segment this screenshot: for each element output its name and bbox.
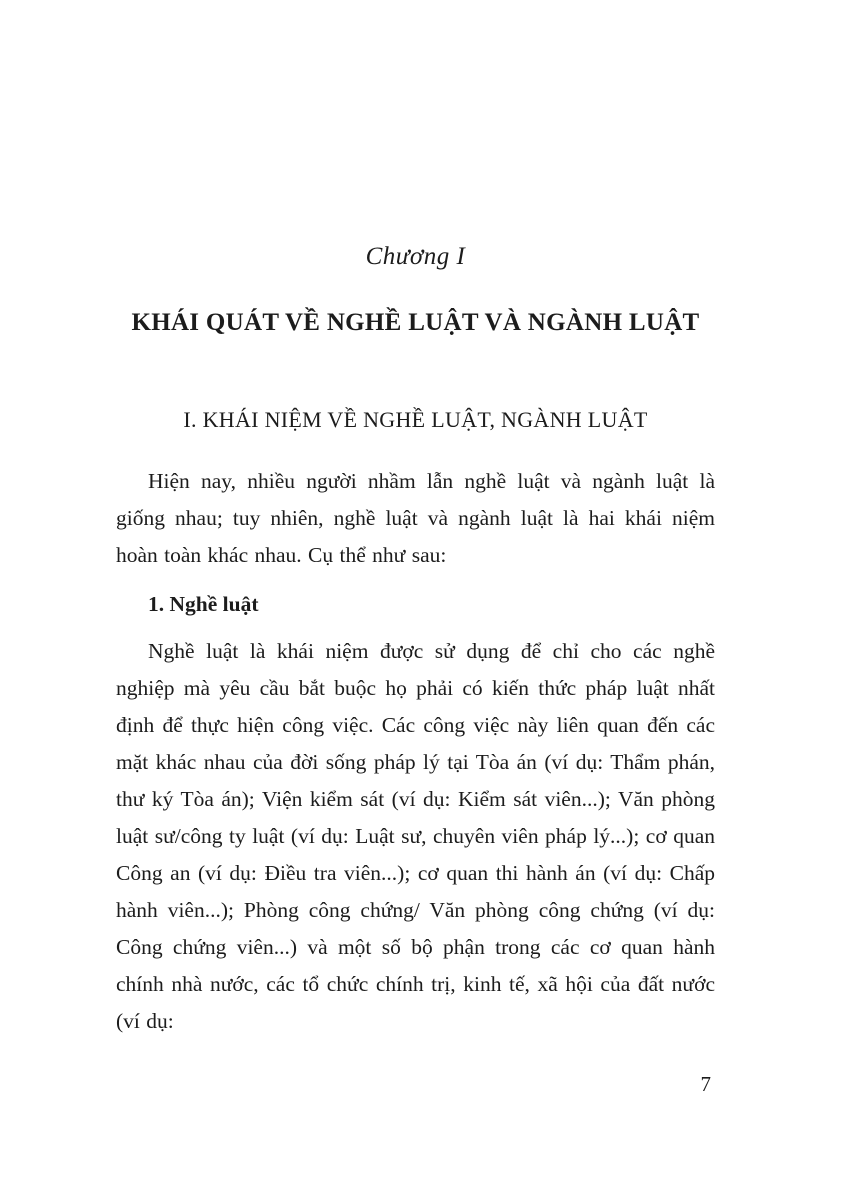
chapter-label: Chương I [365,243,466,270]
section-heading: I. KHÁI NIỆM VỀ NGHỀ LUẬT, NGÀNH LUẬT [183,407,648,432]
intro-paragraph: Hiện nay, nhiều người nhầm lẫn nghề luật và ngành luật là giống nhau; tuy nhiên, nghề luật và ngành luật là hai khái niệm hoàn toàn khác nhau. Cụ thể như sau: [116,469,715,567]
page-number: 7 [700,1072,711,1096]
chapter-title: KHÁI QUÁT VỀ NGHỀ LUẬT VÀ NGÀNH LUẬT [131,309,700,336]
body-paragraph: Nghề luật là khái niệm được sử dụng để chỉ cho các nghề nghiệp mà yêu cầu bắt buộc họ phải có kiến thức pháp luật nhất định để thực hiện công việc. Các công việc này liên quan đến các mặt khác nhau của đời sống pháp lý tại Tòa án (ví dụ: Thẩm phán, thư ký Tòa án); Viện kiểm sát (ví dụ: Kiểm sát viên...); Văn phòng luật sư/công ty luật (ví dụ: Luật sư, chuyên viên pháp lý...); cơ quan Công an (ví dụ: Điều tra viên...); cơ quan thi hành án (ví dụ: Chấp hành viên...); Phòng công chứng/ Văn phòng công chứng (ví dụ: Công chứng viên...) và một số bộ phận trong các cơ quan hành chính nhà nước, các tổ chức chính trị, kinh tế, xã hội của đất nước (ví dụ: [116,639,715,1033]
subheading-nghe-luat: 1. Nghề luật [148,592,259,616]
